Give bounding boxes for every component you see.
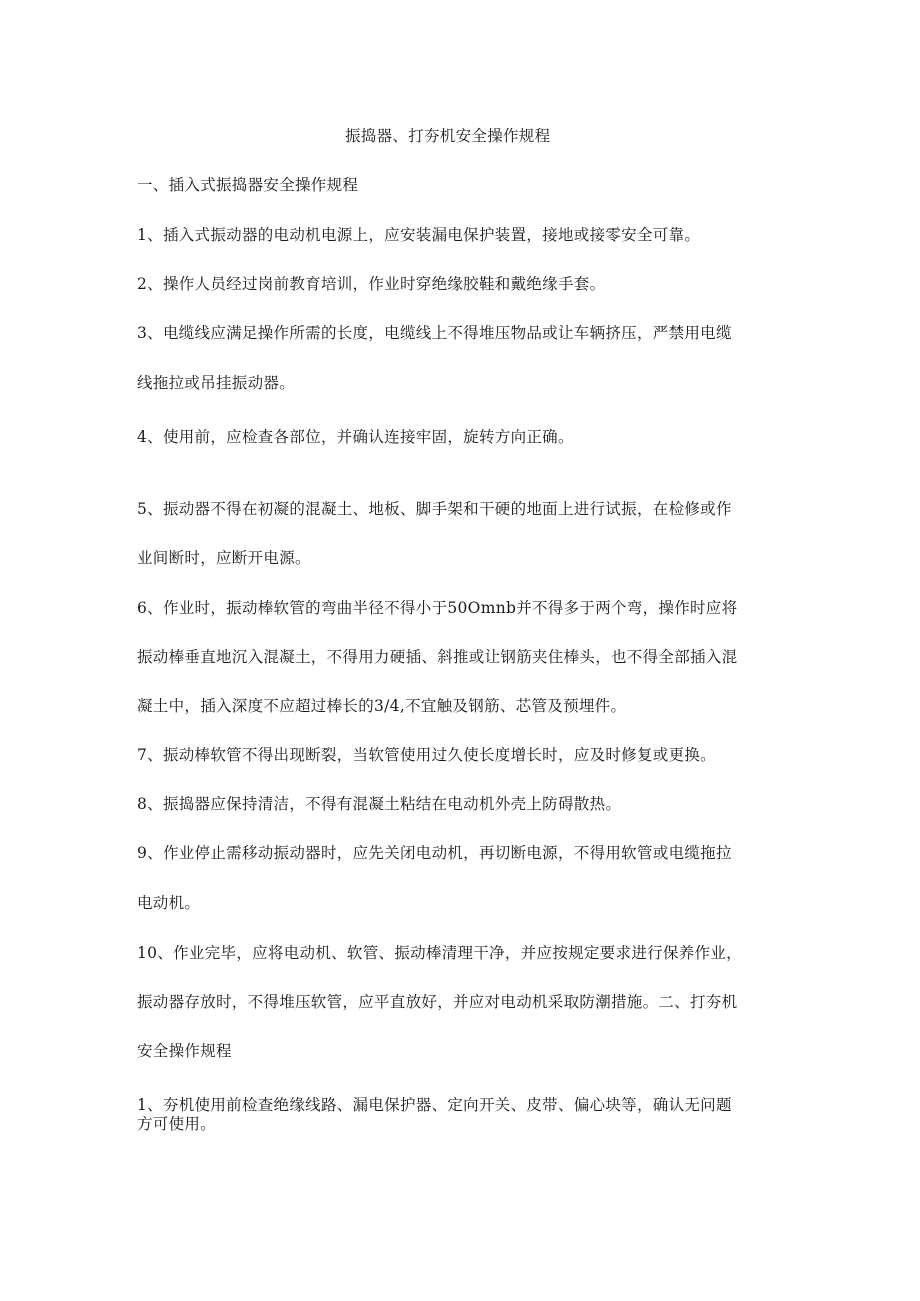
section-heading: 一、插入式振捣器安全操作规程 — [137, 176, 359, 194]
paragraph-line: 振动棒垂直地沉入混凝土，不得用力硬插、斜推或让钢筋夹住棒头，也不得全部插入混 — [137, 648, 738, 666]
paragraph-line: 6、作业时，振动棒软管的弯曲半径不得小于50Omnb并不得多于两个弯，操作时应将 — [137, 599, 738, 617]
document-title: 振捣器、打夯机安全操作规程 — [345, 127, 551, 145]
paragraph-line: 3、电缆线应满足操作所需的长度，电缆线上不得堆压物品或让车辆挤压，严禁用电缆 — [137, 324, 732, 342]
paragraph-line: 方可使用。 — [137, 1115, 217, 1133]
paragraph-line: 安全操作规程 — [137, 1042, 232, 1060]
paragraph-line: 1、夯机使用前检查绝缘线路、漏电保护器、定向开关、皮带、偏心块等，确认无问题 — [137, 1096, 732, 1114]
paragraph-line: 8、振捣器应保持清洁，不得有混凝土粘结在电动机外壳上防碍散热。 — [137, 795, 622, 813]
paragraph-line: 线拖拉或吊挂振动器。 — [137, 374, 296, 392]
paragraph-line: 9、作业停止需移动振动器时，应先关闭电动机，再切断电源，不得用软管或电缆拖拉 — [137, 844, 732, 862]
paragraph-line: 电动机。 — [137, 894, 201, 912]
paragraph-line: 凝土中，插入深度不应超过棒长的3/4,不宜触及钢筋、芯管及预埋件。 — [137, 697, 627, 715]
paragraph-line: 振动器存放时，不得堆压软管，应平直放好，并应对电动机采取防潮措施。二、打夯机 — [137, 993, 738, 1011]
paragraph-line: 7、振动棒软管不得出现断裂，当软管使用过久使长度增长时，应及时修复或更换。 — [137, 746, 716, 764]
paragraph-line: 4、使用前，应检查各部位，并确认连接牢固，旋转方向正确。 — [137, 428, 574, 446]
paragraph-line: 5、振动器不得在初凝的混凝土、地板、脚手架和干硬的地面上进行试振，在检修或作 — [137, 500, 732, 518]
paragraph-line: 业间断时，应断开电源。 — [137, 549, 311, 567]
paragraph-line: 2、操作人员经过岗前教育培训，作业时穿绝缘胶鞋和戴绝缘手套。 — [137, 275, 606, 293]
paragraph-line: 1、插入式振动器的电动机电源上，应安装漏电保护装置，接地或接零安全可靠。 — [137, 226, 701, 244]
paragraph-line: 10、作业完毕，应将电动机、软管、振动棒清理干净，并应按规定要求进行保养作业， — [137, 944, 742, 962]
